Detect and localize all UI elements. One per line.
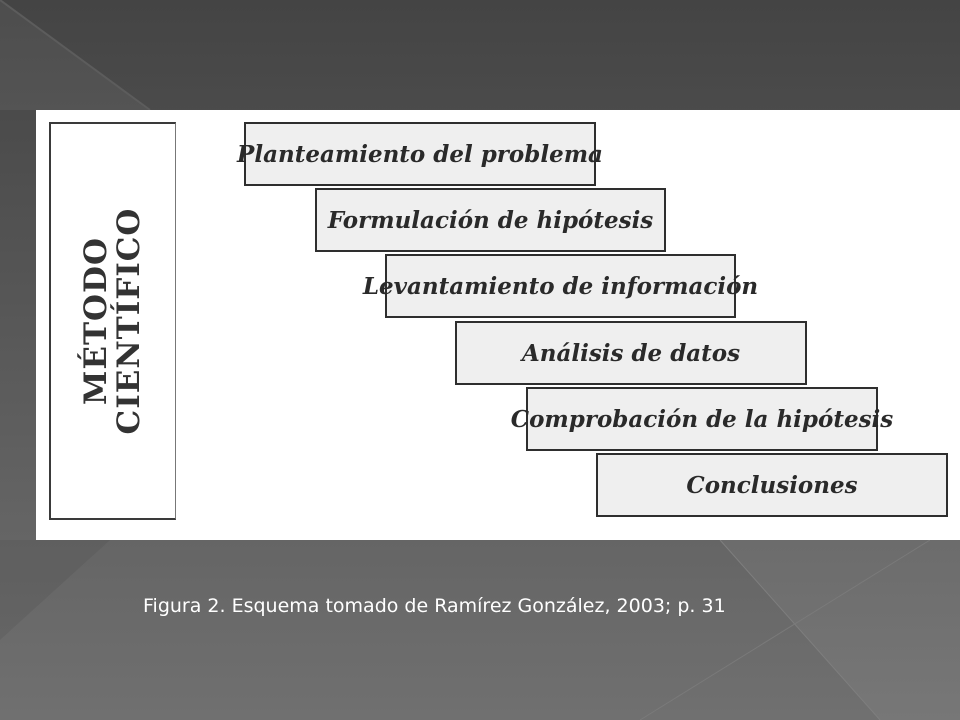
figure-caption: Figura 2. Esquema tomado de Ramírez González, 2003; p. 31 <box>143 595 726 617</box>
step-conclusions: Conclusiones <box>596 453 948 517</box>
diagram-panel <box>36 110 960 540</box>
method-label-box <box>49 122 176 520</box>
method-label-line2: CIENTÍFICO <box>111 207 147 435</box>
step-problem-statement: Planteamiento del problema <box>244 122 596 186</box>
step-data-analysis: Análisis de datos <box>455 321 807 385</box>
method-label-line1: MÉTODO <box>78 237 114 405</box>
step-hypothesis-formulation: Formulación de hipótesis <box>315 188 666 252</box>
step-hypothesis-verification: Comprobación de la hipótesis <box>526 387 878 451</box>
step-information-gathering: Levantamiento de información <box>385 254 736 318</box>
method-label <box>80 208 146 435</box>
